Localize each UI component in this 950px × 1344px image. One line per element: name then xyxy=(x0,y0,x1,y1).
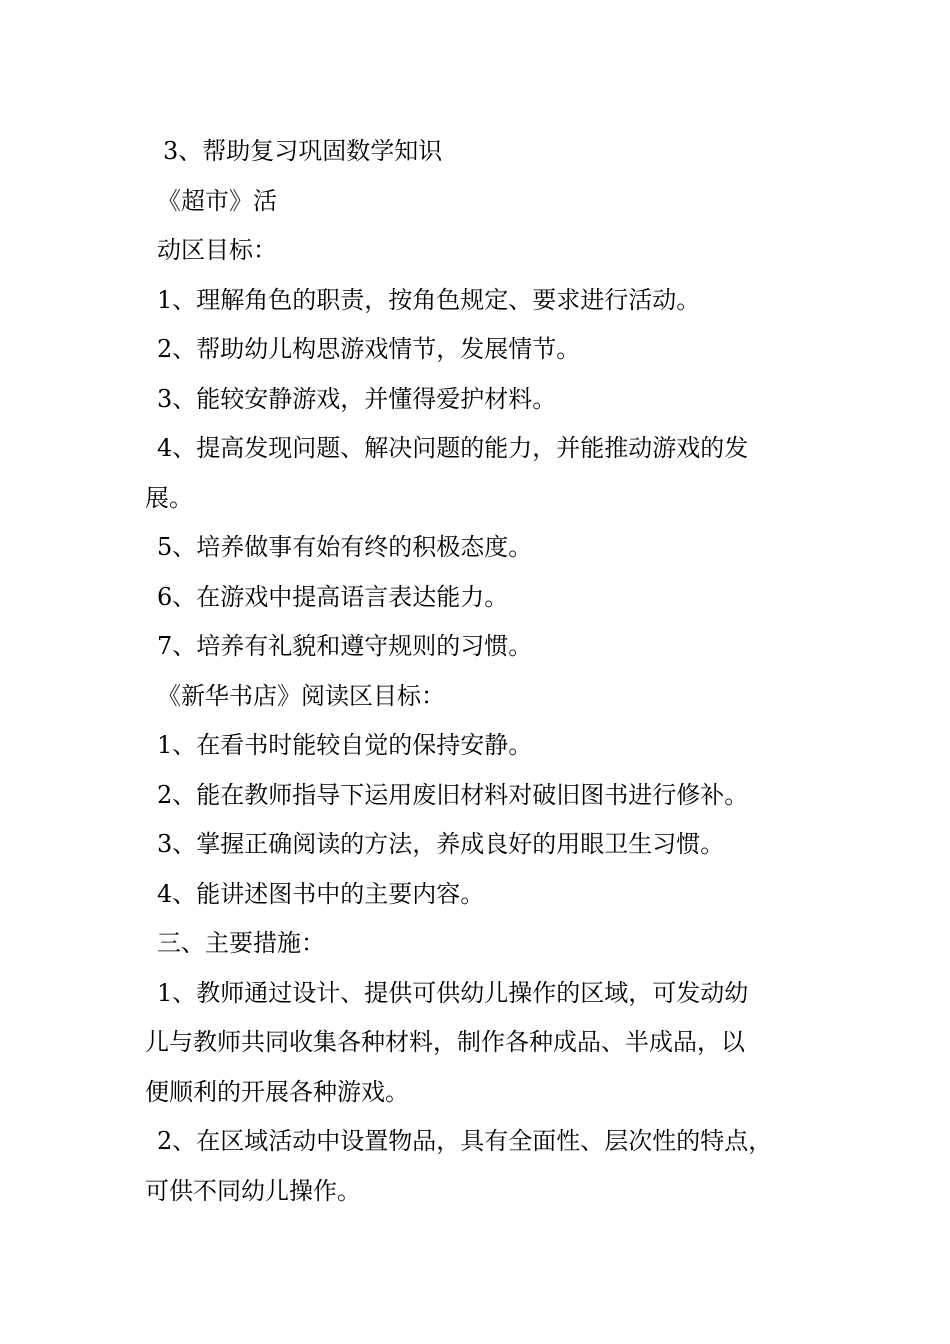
text-line: 2、能在教师指导下运用废旧材料对破旧图书进行修补。 xyxy=(157,780,749,809)
text-line: 3、帮助复习巩固数学知识 xyxy=(163,137,443,165)
text-line: 可供不同幼儿操作。 xyxy=(145,1176,361,1205)
text-line: 3、能较安静游戏，并懂得爱护材料。 xyxy=(157,384,557,413)
text-line: 展。 xyxy=(145,483,193,512)
text-line: 1、在看书时能较自觉的保持安静。 xyxy=(157,731,533,759)
text-line: 儿与教师共同收集各种材料，制作各种成品、半成品，以 xyxy=(145,1028,745,1056)
text-line: 3、掌握正确阅读的方法，养成良好的用眼卫生习惯。 xyxy=(157,830,725,858)
section-heading: 三、主要措施： xyxy=(157,929,325,957)
text-line: 4、能讲述图书中的主要内容。 xyxy=(157,879,485,908)
text-line: 1、教师通过设计、提供可供幼儿操作的区域，可发动幼 xyxy=(157,978,749,1007)
text-line: 5、培养做事有始有终的积极态度。 xyxy=(157,533,533,561)
text-line: 便顺利的开展各种游戏。 xyxy=(145,1077,409,1106)
text-line: 《新华书店》阅读区目标： xyxy=(157,681,445,710)
document-body xyxy=(145,127,825,1216)
text-line: 动区目标： xyxy=(157,236,277,264)
text-line: 4、提高发现问题、解决问题的能力，并能推动游戏的发 xyxy=(157,434,749,462)
text-line: 7、培养有礼貌和遵守规则的习惯。 xyxy=(157,632,533,660)
text-line: 6、在游戏中提高语言表达能力。 xyxy=(157,582,509,611)
text-line: 1、理解角色的职责，按角色规定、要求进行活动。 xyxy=(157,285,701,314)
text-line: 《超市》活 xyxy=(157,186,277,215)
text-line: 2、帮助幼儿构思游戏情节，发展情节。 xyxy=(157,335,581,363)
text-line: 2、在区域活动中设置物品，具有全面性、层次性的特点， xyxy=(157,1127,773,1155)
